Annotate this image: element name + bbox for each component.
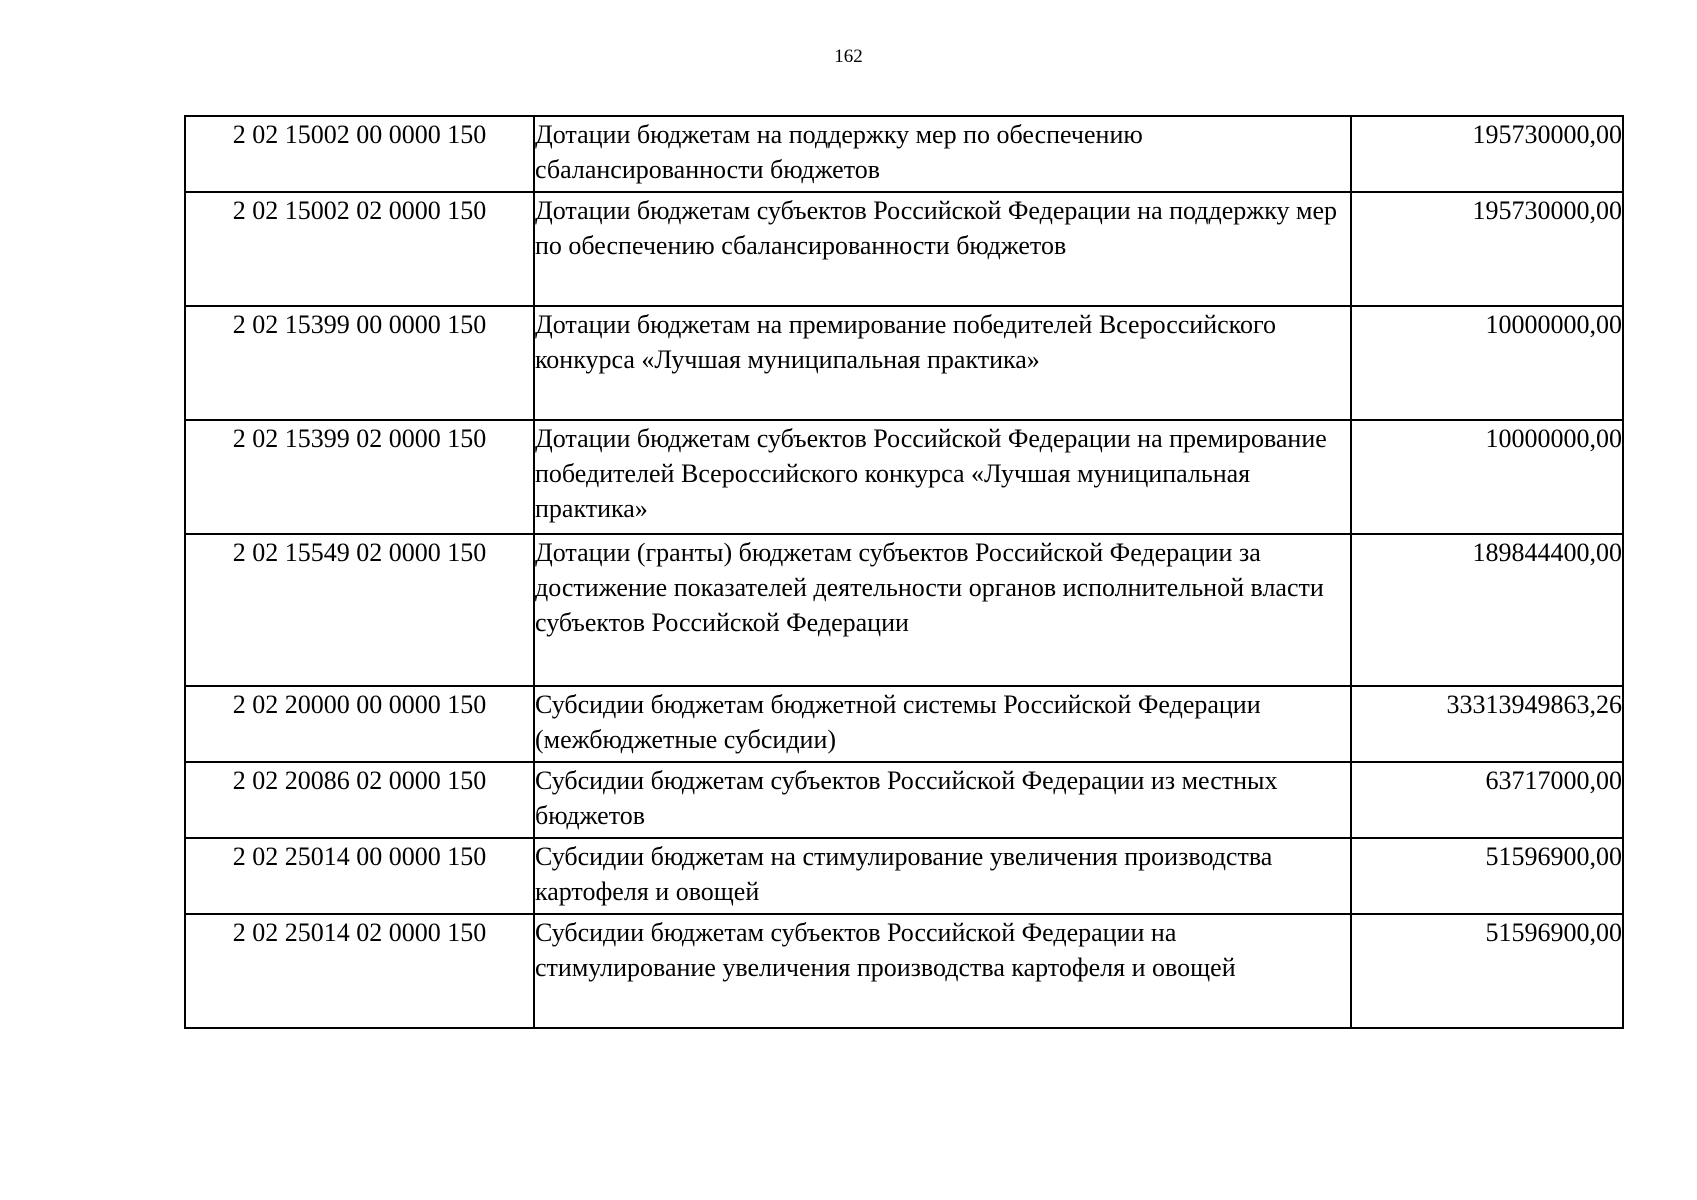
budget-amount-cell: 33313949863,26	[1351, 686, 1623, 762]
table-row	[185, 534, 1623, 686]
budget-item-name-cell: Дотации бюджетам на поддержку мер по обеспечению сбалансированности бюджетов	[534, 116, 1351, 192]
budget-item-name-cell: Субсидии бюджетам бюджетной системы Российской Федерации (межбюджетные субсидии)	[534, 686, 1351, 762]
table-row	[185, 762, 1623, 838]
budget-item-name-cell: Дотации бюджетам на премирование победителей Всероссийского конкурса «Лучшая муниципальная практика»	[534, 306, 1351, 420]
budget-item-name-cell: Субсидии бюджетам субъектов Российской Федерации из местных бюджетов	[534, 762, 1351, 838]
budget-item-name-cell: Дотации бюджетам субъектов Российской Федерации на поддержку мер по обеспечению сбалансированности бюджетов	[534, 192, 1351, 306]
budget-amount-cell: 195730000,00	[1351, 192, 1623, 306]
budget-code-cell: 2 02 20086 02 0000 150	[185, 762, 534, 838]
budget-code-cell: 2 02 15399 02 0000 150	[185, 420, 534, 534]
table-row	[185, 116, 1623, 192]
table-row	[185, 306, 1623, 420]
budget-item-name-cell: Дотации бюджетам субъектов Российской Федерации на премирование победителей Всероссийского конкурса «Лучшая муниципальная практика»	[534, 420, 1351, 534]
budget-table	[184, 115, 1624, 1029]
budget-code-cell: 2 02 15549 02 0000 150	[185, 534, 534, 686]
budget-code-cell: 2 02 20000 00 0000 150	[185, 686, 534, 762]
budget-code-cell: 2 02 25014 00 0000 150	[185, 838, 534, 914]
budget-amount-cell: 10000000,00	[1351, 306, 1623, 420]
budget-code-cell: 2 02 15399 00 0000 150	[185, 306, 534, 420]
budget-amount-cell: 195730000,00	[1351, 116, 1623, 192]
table-row	[185, 686, 1623, 762]
table-row	[185, 838, 1623, 914]
budget-code-cell: 2 02 15002 02 0000 150	[185, 192, 534, 306]
table-row	[185, 420, 1623, 534]
budget-amount-cell: 189844400,00	[1351, 534, 1623, 686]
table-row	[185, 192, 1623, 306]
budget-amount-cell: 63717000,00	[1351, 762, 1623, 838]
budget-code-cell: 2 02 15002 00 0000 150	[185, 116, 534, 192]
budget-item-name-cell: Дотации (гранты) бюджетам субъектов Российской Федерации за достижение показателей деятельности органов исполнительной власти субъектов Российской Федерации	[534, 534, 1351, 686]
budget-amount-cell: 51596900,00	[1351, 838, 1623, 914]
budget-amount-cell: 10000000,00	[1351, 420, 1623, 534]
page-number: 162	[834, 46, 863, 67]
table-row	[185, 914, 1623, 1028]
budget-code-cell: 2 02 25014 02 0000 150	[185, 914, 534, 1028]
budget-amount-cell: 51596900,00	[1351, 914, 1623, 1028]
budget-item-name-cell: Субсидии бюджетам субъектов Российской Федерации на стимулирование увеличения производства картофеля и овощей	[534, 914, 1351, 1028]
budget-item-name-cell: Субсидии бюджетам на стимулирование увеличения производства картофеля и овощей	[534, 838, 1351, 914]
